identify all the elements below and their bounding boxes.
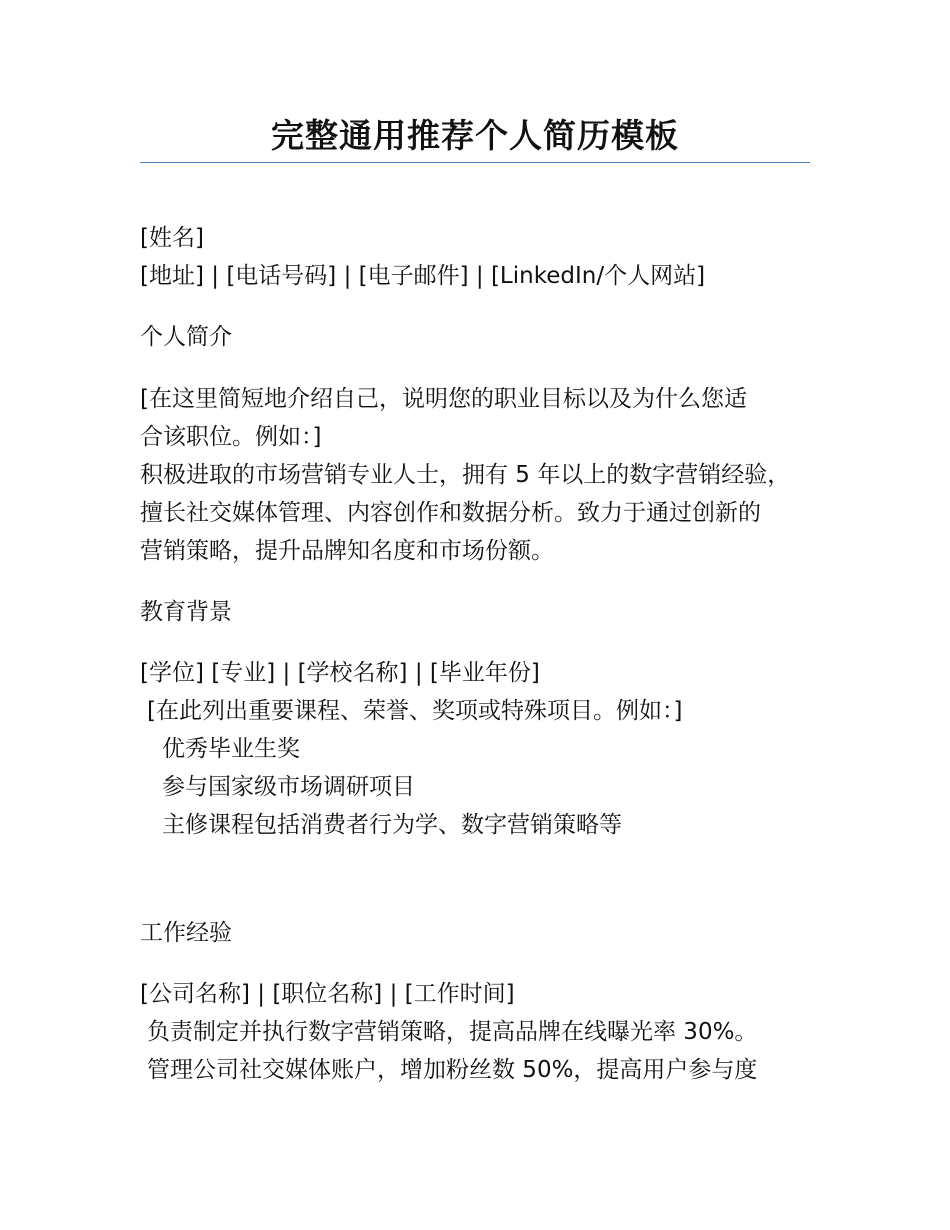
summary-example-line: 营销策略，提升品牌知名度和市场份额。 xyxy=(140,538,554,564)
summary-instruction-line: [在这里简短地介绍自己，说明您的职业目标以及为什么您适 xyxy=(140,386,747,412)
experience-item: 管理公司社交媒体账户，增加粉丝数 50%，提高用户参与度 xyxy=(147,1057,758,1083)
education-instruction: [在此列出重要课程、荣誉、奖项或特殊项目。例如：] xyxy=(147,698,683,724)
experience-item: 负责制定并执行数字营销策略，提高品牌在线曝光率 30%。 xyxy=(147,1019,758,1045)
name-placeholder: [姓名] xyxy=(140,225,204,251)
summary-instruction-line: 合该职位。例如：] xyxy=(140,424,322,450)
contact-line: [地址] | [电话号码] | [电子邮件] | [LinkedIn/个人网站] xyxy=(140,263,706,289)
summary-example-line: 积极进取的市场营销专业人士，拥有 5 年以上的数字营销经验， xyxy=(140,462,791,488)
education-heading: 教育背景 xyxy=(140,599,232,625)
experience-job-line: [公司名称] | [职位名称] | [工作时间] xyxy=(140,981,515,1007)
summary-example-line: 擅长社交媒体管理、内容创作和数据分析。致力于通过创新的 xyxy=(140,500,761,526)
education-item: 优秀毕业生奖 xyxy=(162,736,300,762)
document-title: 完整通用推荐个人简历模板 xyxy=(271,116,679,155)
summary-heading: 个人简介 xyxy=(140,324,232,350)
education-item: 参与国家级市场调研项目 xyxy=(162,774,415,800)
title-underline xyxy=(140,162,810,163)
experience-heading: 工作经验 xyxy=(140,920,232,946)
education-degree-line: [学位] [专业] | [学校名称] | [毕业年份] xyxy=(140,660,540,686)
education-item: 主修课程包括消费者行为学、数字营销策略等 xyxy=(162,812,622,838)
